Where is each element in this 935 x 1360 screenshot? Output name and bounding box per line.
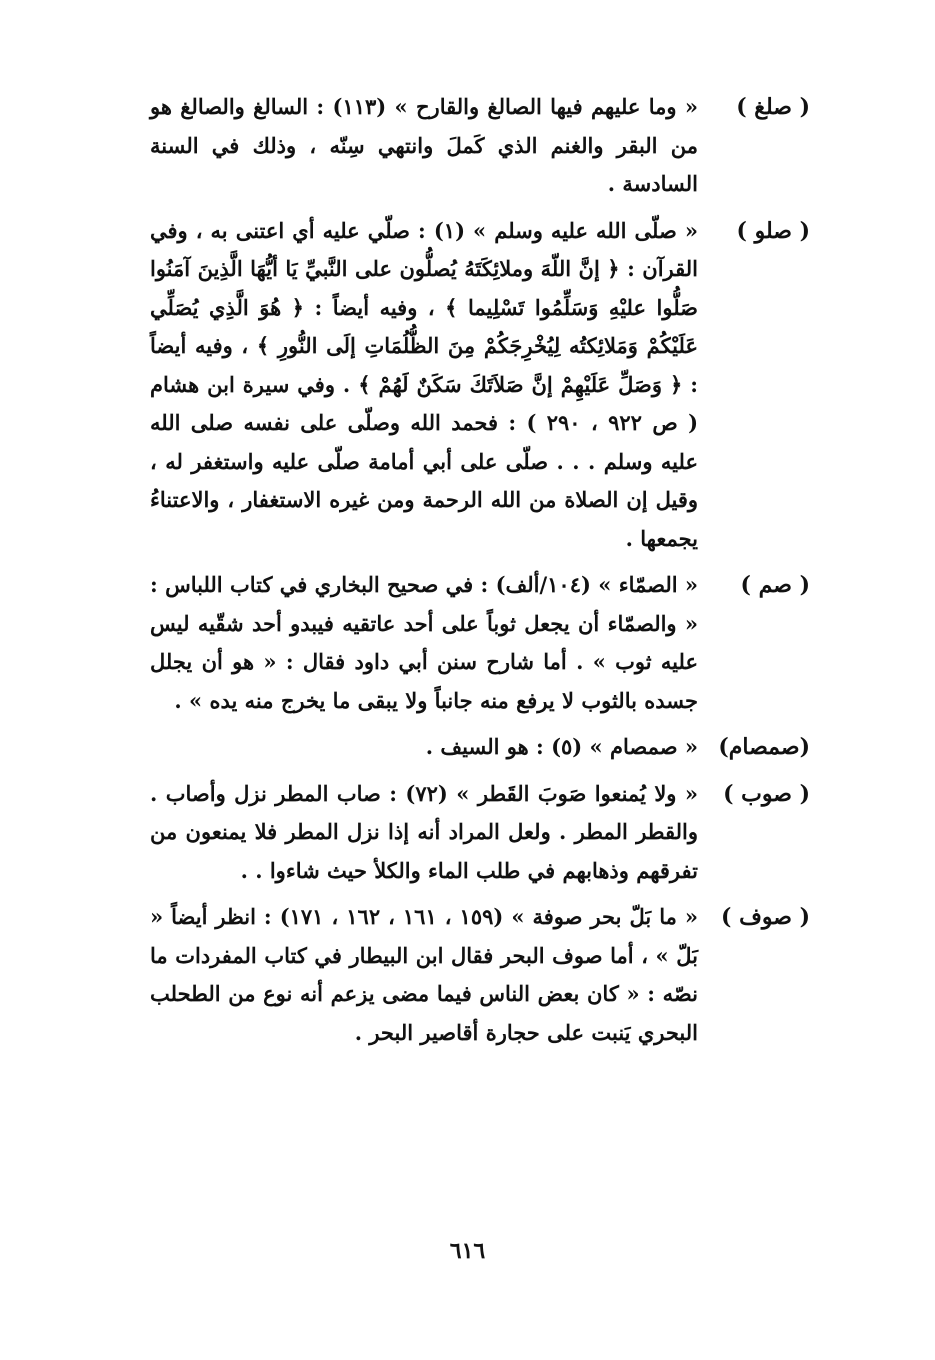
entry-headword: ( صوف ) xyxy=(721,904,810,930)
entry-headword: ( صوب ) xyxy=(723,780,810,807)
entry-headword: ( صلو ) xyxy=(736,217,810,244)
entry-definition: « صمصام » (٥) : هو السيف . xyxy=(425,734,698,759)
page-number: ٦١٦ xyxy=(449,1238,486,1264)
entry-sawb xyxy=(150,775,810,891)
entry-definition: « ولا يُمنعوا صَوبَ القَطر » (٧٢) : صاب المطر نزل وأصاب . والقطر المطر . ولعل المراد أنه إذا نزل المطر فلا يمنعون من تفرقهم وذهابهم في طلب الماء والكلأ حيث شاءوا . . xyxy=(150,780,698,883)
entry-definition: « وما عليهم فيها الصالغ والقارح » (١١٣) : السالغ والصالغ هو من البقر والغنم الذي كَملَ وانتهي سِنّه ، وذلك في السنة السادسة . xyxy=(150,94,699,196)
entry-samsam xyxy=(150,728,810,767)
entry-salagh xyxy=(150,88,810,204)
entry-definition: « ما بَلّ بحر صوفة » (١٥٩ ، ١٦١ ، ١٦٢ ، ١٧١) : انظر أيضاً « بَلّ » ، أما صوف البحر فقال ابن البيطار في كتاب المفردات ما نصّه : « كان بعض الناس فيما مضى يزعم أنه نوع من الطحلب البحري يَنبت على حجارة أقاصير البحر . xyxy=(150,904,698,1045)
entry-definition: « صلّى الله عليه وسلم » (١) : صلّي عليه أي اعتنى به ، وفي القرآن : ﴿ إنَّ اللّهَ وملائِكَتَهُ يُصلُّون على النَّبيِّ يَا أيُّهَا الَّذِينَ آمَنُوا صَلُّوا عليْهِ وَسَلِّمُوا تَسْلِيما ﴾ ، وفيه أيضاً : ﴿ هُوَ الَّذِي يُصَلِّي عَلَيْكُمْ وَمَلائِكتُه لِيُخْرِجَكُمْ مِنَ الظُّلُمَاتِ إلَى النُّورِ ﴾ ، وفيه أيضاً : ﴿ وَصَلِّ عَلَيْهِمْ إنَّ صَلاَتَكَ سَكَنٌ لَهُمْ ﴾ . وفي سيرة ابن هشام ( ص ٩٢٢ ، ٢٩٠ ) : فحمد الله وصلّى على نفسه صلى الله عليه وسلم . . . صلّى على أبي أمامة صلّى عليه واستغفر له ، وقيل إن الصلاة من الله الرحمة ومن غيره الاستغفار ، والاعتناءُ يجمعها . xyxy=(150,217,699,551)
entry-headword: ( صلغ ) xyxy=(736,94,810,120)
entry-list xyxy=(150,88,810,1060)
entry-samm xyxy=(150,566,810,720)
entry-headword: (صمصام) xyxy=(718,734,810,760)
entry-definition: « الصمّاء » (١٠٤/ألف) : في صحيح البخاري في كتاب اللباس : « والصمّاء أن يجعل ثوباً على أحد عاتقيه فيبدو أحد شقّيه ليس عليه ثوب » . أما شارح سنن أبي داود فقال : « هو أن يجلل جسده بالثوب لا يرفع منه جانباً ولا يبقى ما يخرج منه يده » . xyxy=(150,572,698,713)
entry-salaw xyxy=(150,212,810,559)
entry-headword: ( صم ) xyxy=(740,572,810,598)
entry-suf xyxy=(150,898,810,1052)
